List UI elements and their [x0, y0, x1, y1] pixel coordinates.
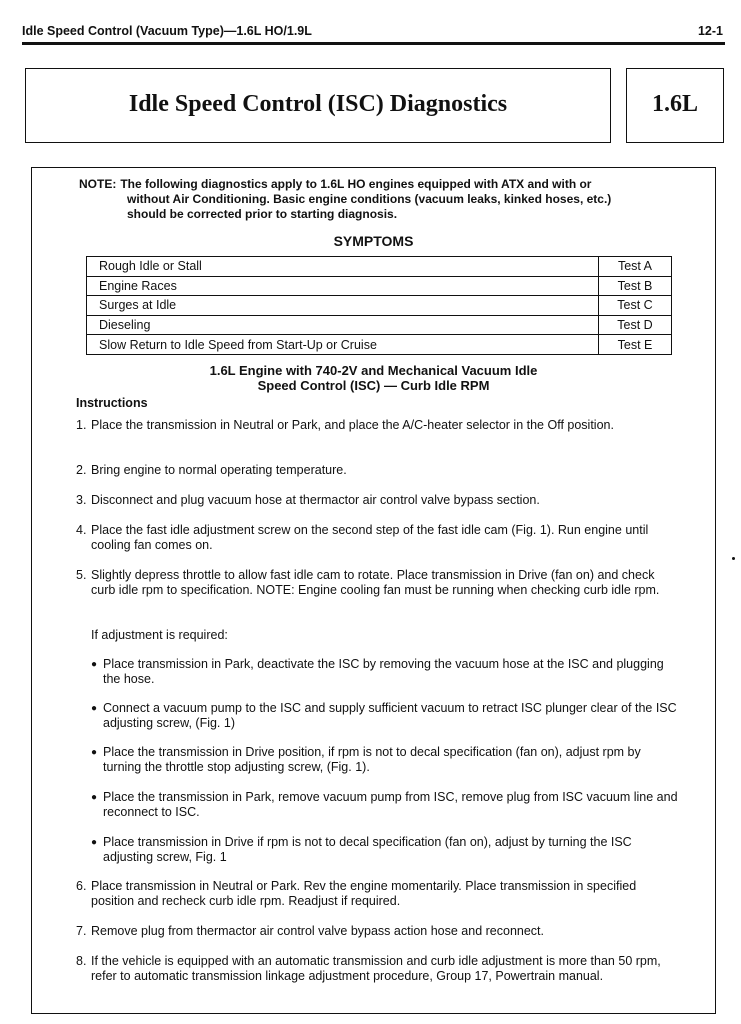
- step-8: [76, 954, 680, 984]
- step-text: Place the fast idle adjustment screw on the second step of the fast idle cam (Fig. 1). Run engine until cooling fan comes on.: [91, 523, 649, 552]
- step-number: 2.: [76, 463, 87, 477]
- step-text: If the vehicle is equipped with an automatic transmission and curb idle adjustment is more than 50 rpm, refer to automatic transmission linkage adjustment procedure, Group 17, Powertrain manual.: [91, 954, 661, 983]
- step-7: [76, 924, 680, 939]
- bullet-text: Connect a vacuum pump to the ISC and supply sufficient vacuum to retract ISC plunger clear of the ISC adjusting screw, (Fig. 1): [103, 701, 677, 730]
- bullet-item: [91, 701, 681, 731]
- table-row: [87, 276, 672, 296]
- step-1: [76, 418, 680, 433]
- step-3: [76, 493, 680, 508]
- step-number: 1.: [76, 418, 87, 432]
- procedure-heading: [32, 363, 715, 393]
- procedure-heading-line-1: 1.6L Engine with 740-2V and Mechanical Vacuum Idle: [209, 363, 538, 378]
- bullet-item: [91, 790, 681, 820]
- page-number: 12-1: [697, 24, 723, 38]
- note-label: NOTE:: [79, 177, 117, 191]
- table-row: [87, 257, 672, 277]
- bullet-icon: ●: [91, 659, 98, 670]
- symptoms-table: [86, 256, 672, 355]
- bullet-icon: ●: [91, 703, 98, 714]
- step-number: 6.: [76, 879, 87, 893]
- table-row: [87, 315, 672, 335]
- procedure-heading-line-2: Speed Control (ISC) — Curb Idle RPM: [257, 378, 490, 393]
- section-title: Idle Speed Control (Vacuum Type)—1.6L HO/1.9L: [22, 24, 312, 38]
- bullet-icon: ●: [91, 837, 98, 848]
- step-text: Place the transmission in Neutral or Park, and place the A/C-heater selector in the Off position.: [91, 418, 614, 432]
- bullet-text: Place the transmission in Drive position, if rpm is not to decal specification (fan on), adjust rpm by turning the throttle stop adjusting screw, (Fig. 1).: [103, 745, 641, 774]
- test-cell: Test A: [599, 257, 672, 277]
- step-number: 3.: [76, 493, 87, 507]
- symptom-cell: Engine Races: [87, 276, 599, 296]
- note-line-1: The following diagnostics apply to 1.6L HO engines equipped with ATX and with or: [120, 177, 592, 191]
- note-line-3: should be corrected prior to starting diagnosis.: [127, 207, 398, 221]
- note-line-2: without Air Conditioning. Basic engine conditions (vacuum leaks, kinked hoses, etc.): [127, 192, 612, 206]
- test-cell: Test C: [599, 296, 672, 316]
- step-text: Remove plug from thermactor air control valve bypass action hose and reconnect.: [91, 924, 545, 938]
- test-cell: Test E: [599, 335, 672, 355]
- adjustment-label: If adjustment is required:: [91, 628, 228, 642]
- step-number: 7.: [76, 924, 87, 938]
- step-5: [76, 568, 680, 598]
- note: [79, 177, 679, 222]
- bullet-icon: ●: [91, 792, 98, 803]
- engine-code: 1.6L: [651, 91, 698, 117]
- symptoms-heading: SYMPTOMS: [333, 233, 414, 249]
- step-6: [76, 879, 680, 909]
- bullet-item: [91, 657, 681, 687]
- page-title: Idle Speed Control (ISC) Diagnostics: [128, 91, 508, 117]
- engine-code-box: [626, 68, 724, 143]
- symptom-cell: Surges at Idle: [87, 296, 599, 316]
- page-header: [22, 24, 725, 45]
- bullet-text: Place transmission in Park, deactivate the ISC by removing the vacuum hose at the ISC and plugging the hose.: [103, 657, 664, 686]
- bullet-icon: ●: [91, 747, 98, 758]
- step-number: 8.: [76, 954, 87, 968]
- bullet-text: Place transmission in Drive if rpm is not to decal specification (fan on), adjust by turning the ISC adjusting screw, Fig. 1: [103, 835, 632, 864]
- step-number: 4.: [76, 523, 87, 537]
- test-cell: Test B: [599, 276, 672, 296]
- symptom-cell: Rough Idle or Stall: [87, 257, 599, 277]
- bullet-item: [91, 745, 681, 775]
- title-box: [25, 68, 611, 143]
- content-box: [31, 167, 716, 1014]
- table-row: [87, 335, 672, 355]
- step-number: 5.: [76, 568, 87, 582]
- step-2: [76, 463, 680, 478]
- table-row: [87, 296, 672, 316]
- symptom-cell: Dieseling: [87, 315, 599, 335]
- instructions-label: Instructions: [76, 396, 148, 410]
- step-text: Disconnect and plug vacuum hose at thermactor air control valve bypass section.: [91, 493, 540, 507]
- symptom-cell: Slow Return to Idle Speed from Start-Up or Cruise: [87, 335, 599, 355]
- step-text: Bring engine to normal operating temperature.: [91, 463, 347, 477]
- step-text: Slightly depress throttle to allow fast idle cam to rotate. Place transmission in Drive (fan on) and check curb idle rpm to specification. NOTE: Engine cooling fan must be running when checking curb idle rpm.: [91, 568, 660, 597]
- margin-dot: [732, 557, 735, 560]
- test-cell: Test D: [599, 315, 672, 335]
- bullet-text: Place the transmission in Park, remove vacuum pump from ISC, remove plug from ISC vacuum line and reconnect to ISC.: [103, 790, 678, 819]
- step-4: [76, 523, 680, 553]
- step-text: Place transmission in Neutral or Park. Rev the engine momentarily. Place transmission in specified position and recheck curb idle rpm. Readjust if required.: [91, 879, 637, 908]
- bullet-item: [91, 835, 681, 865]
